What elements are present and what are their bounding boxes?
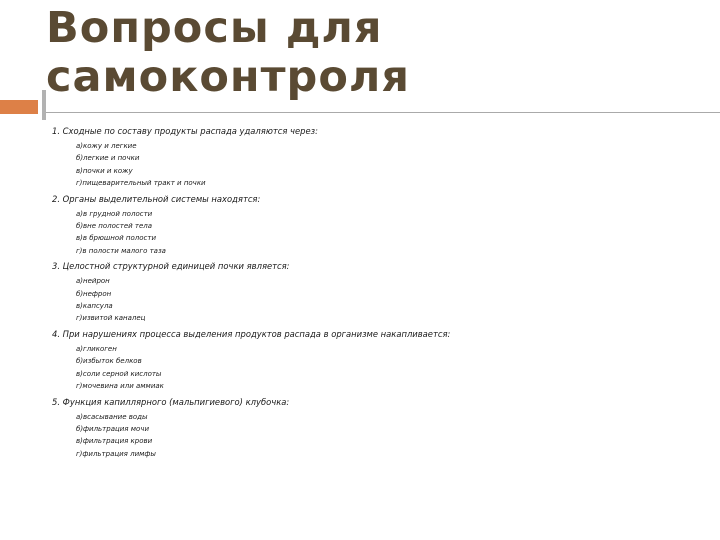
question-block — [52, 126, 702, 190]
question-block — [52, 194, 702, 258]
question-1: 1. Сходные по составу продукты распада удаляются через: — [52, 126, 318, 136]
question-block — [52, 397, 702, 461]
answer-list-5 — [52, 411, 702, 461]
answer-3b: б)нефрон — [76, 289, 112, 298]
title-line-1: Вопросы для — [46, 3, 383, 53]
answer-5c: в)фильтрация крови — [76, 437, 153, 446]
question-2: 2. Органы выделительной системы находятся: — [52, 193, 261, 204]
question-list — [52, 126, 702, 464]
question-4: 4. При нарушениях процесса выделения продуктов распада в организме накапливается: — [52, 328, 451, 339]
title-line-2: самоконтроля — [46, 52, 410, 102]
answer-list-3 — [52, 275, 702, 325]
answer-4d: г)мочевина или аммиак — [76, 382, 164, 391]
slide-title — [46, 4, 666, 102]
answer-5a: а)всасывание воды — [76, 412, 148, 421]
answer-1c: в)почки и кожу — [76, 166, 133, 175]
answer-3c: в)капсула — [76, 302, 113, 311]
answer-4b: б)избыток белков — [76, 357, 142, 366]
question-3: 3. Целостной структурной единицей почки является: — [52, 261, 290, 272]
answer-3a: а)нейрон — [76, 277, 110, 286]
question-block — [52, 329, 702, 393]
accent-block — [0, 100, 38, 114]
answer-list-1 — [52, 140, 702, 190]
answer-1b: б)легкие и почки — [76, 154, 140, 163]
answer-1a: а)кожу и легкие — [76, 142, 137, 150]
answer-4a: а)гликоген — [76, 344, 117, 353]
title-divider — [38, 112, 720, 113]
vertical-accent-bar — [42, 90, 46, 120]
answer-2d: г)в полости малого таза — [76, 246, 166, 255]
question-5: 5. Функция капиллярного (мальпигиевого) клубочка: — [52, 396, 290, 407]
answer-2c: в)в брюшной полости — [76, 234, 156, 243]
answer-list-4 — [52, 343, 702, 393]
answer-5d: г)фильтрация лимфы — [76, 449, 156, 458]
answer-list-2 — [52, 208, 702, 258]
answer-4c: в)соли серной кислоты — [76, 369, 162, 378]
question-block — [52, 261, 702, 325]
answer-2a: а)в грудной полости — [76, 209, 153, 218]
answer-3d: г)извитой каналец — [76, 314, 146, 323]
answer-5b: б)фильтрация мочи — [76, 424, 149, 433]
answer-1d: г)пищеварительный тракт и почки — [76, 179, 206, 188]
answer-2b: б)вне полостей тела — [76, 222, 153, 231]
